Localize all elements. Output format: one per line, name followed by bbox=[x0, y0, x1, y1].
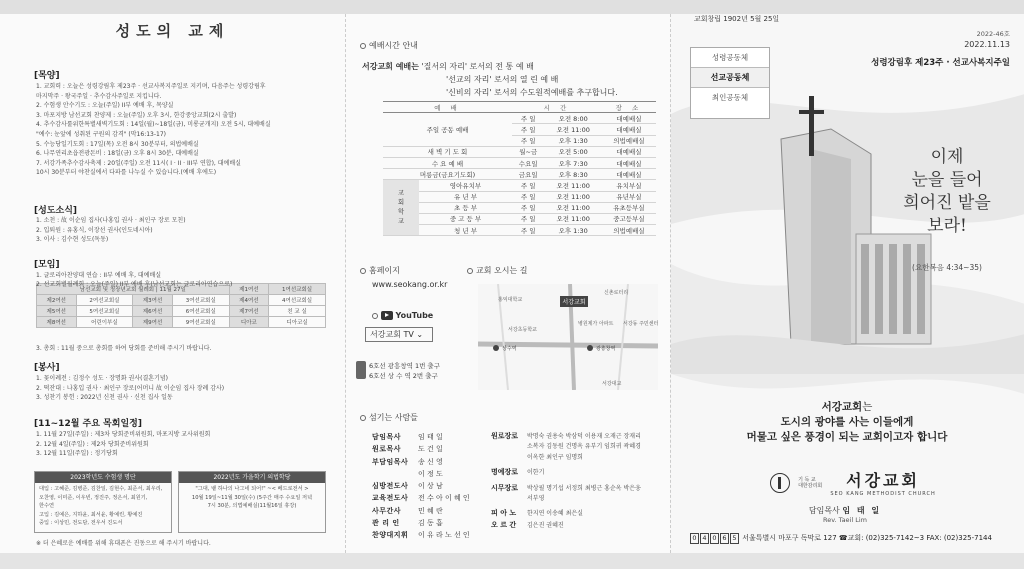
table-cell: 3여선교회실 bbox=[172, 295, 229, 306]
location-map bbox=[478, 284, 658, 390]
map-label: 홍익대학교 bbox=[498, 297, 523, 303]
box-line: 오찬영, 이미준, 이우빈, 정진주, 정은서, 최원기, bbox=[39, 494, 148, 501]
table-cell: 1여선교회실 bbox=[269, 284, 326, 295]
table-row: 초 등 부 주 일 오전 11:00 유초등부실 bbox=[383, 202, 656, 213]
table-row: 주 일 오전 11:00 대예배실 bbox=[383, 124, 656, 135]
sermon-theme: 이제 눈을 들어 희어진 밭을 보라! bbox=[903, 147, 991, 236]
box-title: 2023학년도 수험생 명단 bbox=[35, 472, 171, 483]
box-line: 중입 : 이상민, 전도담, 전우서 진도서 bbox=[39, 520, 123, 526]
bullet-icon bbox=[467, 268, 473, 274]
box-line: "그대, 뱉 하나의 나그네 되어!" ~< 베드로전서 > bbox=[195, 486, 309, 492]
list-item: 2. 입퇴원 : 유홍식, 이장선 권사(인도네시아) bbox=[36, 226, 153, 234]
study-class-box bbox=[178, 471, 326, 533]
list-item: 2. 선교회별월례회 : 오늘(주일) II부 예배 후(남선교회는 글로리아연습으로) bbox=[36, 281, 233, 288]
established-date: 교회창립 1902년 5월 25일 bbox=[694, 15, 780, 23]
church-tagline: 서강교회는 도시의 광야를 사는 이들에게 머물고 싶은 풍경이 되는 교회이고자 합니다 bbox=[746, 401, 948, 443]
table-row: 수 요 예 배 수요일 오후 7:30 대예배실 bbox=[383, 157, 656, 168]
list-item: 1. 교회력 : 오늘은 성령강림후 제23주 · 선교사복지주일로 지키며, 다음주는 성령강림후 bbox=[36, 83, 266, 90]
bullet-icon bbox=[360, 268, 366, 274]
church-address: 0 4 0 6 5 서울특별시 마포구 독막로 127 ☎교회: (02)325-7142~3 FAX: (02)325-7144 bbox=[690, 533, 992, 544]
table-row: 유 년 부 주 일 오전 11:00 유년부실 bbox=[383, 191, 656, 202]
list-item: 3. 마포지방 남선교회 찬양제 : 오늘(주일) 오후 3시, 한강중앙교회(2시 출발) bbox=[36, 111, 237, 119]
box-line: 7시 30분, 의법예배실(11월16일 휴강) bbox=[207, 503, 297, 509]
table-row bbox=[37, 295, 326, 306]
subway-info bbox=[356, 361, 440, 381]
saints-list bbox=[36, 216, 336, 245]
pastoral-list bbox=[36, 82, 336, 178]
bullet-icon bbox=[360, 415, 366, 421]
map-label: 상수역 bbox=[502, 346, 517, 352]
list-item: 1. 꽃이례전 : 김정수 성도 · 장명화 권사(결혼기념) bbox=[36, 375, 169, 382]
box-line: 10월 19일~11월 30일(수) (5주간 매주 수요일 저녁 bbox=[191, 494, 313, 501]
list-item: 관 리 인 김 동 흡 bbox=[372, 519, 443, 528]
table-cell: 제6여선 bbox=[133, 306, 173, 317]
youtube-label: YouTube bbox=[372, 311, 433, 320]
table-cell: 남선교회 및 청장년교회 월례회 | 11월 27일 bbox=[37, 284, 230, 295]
worship-intro-church: 서강교회 예배는 bbox=[362, 62, 419, 71]
school-label: 교회학교 bbox=[383, 180, 419, 236]
church-seal-icon bbox=[770, 473, 790, 493]
table-header: 예 배 시 간 장 소 bbox=[383, 102, 656, 113]
subway-icon bbox=[356, 361, 366, 379]
list-item: 이 정 도 bbox=[418, 469, 443, 478]
list-item: 피 아 노 한지연 이송혜 최은실 bbox=[491, 509, 583, 518]
table-cell: 2여선교회실 bbox=[76, 295, 133, 306]
table-cell: 어린이부실 bbox=[76, 317, 133, 328]
list-item: 2. 12월 4일(주일) : 제2차 당회준비위원회 bbox=[36, 440, 149, 448]
exam-students-box bbox=[34, 471, 172, 533]
church-name: 서강교회 bbox=[846, 471, 920, 490]
saints-label: [성도소식] bbox=[34, 206, 78, 216]
map-label: 광흥창역 bbox=[596, 346, 616, 352]
issue-number: 2022-46호 bbox=[976, 30, 1010, 38]
issue-date: 2022.11.13 bbox=[964, 40, 1010, 49]
list-item: 2. 수험생 안수기도 : 오늘(주일) II부 예배 후, 목양실 bbox=[36, 102, 174, 110]
table-row: 머릉금(금요기도회) 금요일 오후 8:30 대예배실 bbox=[383, 169, 656, 180]
pastoral-label: [목양] bbox=[34, 71, 60, 81]
schedule-list bbox=[36, 430, 336, 459]
list-item: 1. 소천 : 故 이순임 집사(나홍입 권사 · 최인구 장로 모친) bbox=[36, 217, 186, 224]
pastor-info: 담임목사 임 태 일 Rev. Taeil Lim bbox=[808, 506, 882, 524]
table-row bbox=[37, 317, 326, 328]
table-row bbox=[37, 306, 326, 317]
list-item: 심방전도사 이 상 남 bbox=[372, 482, 443, 491]
footnote: ※ 더 은혜로운 예배를 위해 휴대폰은 진동으로 해 주시기 바랍니다. bbox=[36, 540, 211, 547]
bottom-band bbox=[0, 553, 1024, 569]
box-line: 고입 : 김예은, 지하윤, 최서윤, 황예린, 황예진 bbox=[39, 511, 143, 518]
church-name-en: SEO KANG METHODIST CHURCH bbox=[830, 491, 936, 497]
map-label: 병원제가 아파트 bbox=[578, 321, 614, 327]
map-label: 신촌로터리 bbox=[604, 290, 629, 296]
list-item: 이옥한 최인구 임명희 bbox=[527, 453, 583, 461]
bullet-icon bbox=[360, 43, 366, 49]
table-row: 교회학교 영아유치부 주 일 오전 11:00 유치부실 bbox=[383, 180, 656, 191]
service-label: [봉사] bbox=[34, 363, 60, 373]
list-item: 서부영 bbox=[527, 495, 545, 503]
subway-line: 6호선 상 수 역 2번 출구 bbox=[369, 372, 438, 380]
map-label: 서강대교 bbox=[602, 381, 622, 387]
subway-line: 6호선 광흥창역 1번 출구 bbox=[369, 362, 440, 370]
list-item: 3. 12월 11일(주일) : 정기당회 bbox=[36, 450, 118, 458]
youtube-icon bbox=[381, 311, 393, 320]
table-cell: 제7여선 bbox=[229, 306, 269, 317]
list-item: 2. 떡잔대 : 나홍입 권사 · 최인구 장로(어머니 故 이순임 집사 장례 감사) bbox=[36, 384, 225, 392]
community-tabs bbox=[690, 47, 770, 119]
staff-heading: 섬기는 사람들 bbox=[360, 412, 418, 423]
fellowship-title: 성도의 교제 bbox=[115, 22, 230, 40]
table-cell: 디아코실 bbox=[269, 317, 326, 328]
liturgical-sunday: 성령강림후 제23주 · 선교사복지주일 bbox=[871, 58, 1010, 68]
table-cell: 제2여선 bbox=[37, 295, 77, 306]
list-item: 마지막주 · 왕국주일 · 추수감사주일로 지킵니다. bbox=[36, 92, 162, 100]
box-line: 대입 : 고혜준, 김병준, 김찬일, 김현수, 최준서, 최우리, bbox=[39, 486, 163, 492]
meetings-table bbox=[36, 283, 326, 328]
meetings-after bbox=[36, 344, 336, 354]
tab-mission[interactable]: 선교공동체 bbox=[691, 68, 769, 88]
scripture-verse: (요한복음 4:34~35) bbox=[912, 263, 982, 272]
staff-list-right bbox=[491, 431, 641, 531]
table-cell: 4여선교회실 bbox=[269, 295, 326, 306]
table-cell: 제8여선 bbox=[37, 317, 77, 328]
worship-schedule-table bbox=[383, 101, 656, 236]
map-label: 서강초등학교 bbox=[508, 327, 537, 333]
homepage-heading: 홈페이지 bbox=[360, 265, 400, 276]
list-item: 1. 글로리아찬양대 연습 : II부 예배 후, 대예배실 bbox=[36, 272, 162, 279]
list-item: 4. 추수감사룰위한특별새벽기도회 : 14일(월)~18일(금), 미롱균개지) 오전 5시, 대예배실 bbox=[36, 121, 271, 129]
cross-icon bbox=[809, 96, 814, 156]
tab-third[interactable]: 최인공동체 bbox=[711, 93, 749, 102]
staff-list-left bbox=[372, 431, 470, 542]
table-cell: 9여선교회실 bbox=[172, 317, 229, 328]
youtube-channel-button[interactable]: 서강교회 TV ⌄ bbox=[365, 327, 433, 342]
top-band bbox=[0, 0, 1024, 14]
box-title: 2022년도 가을학기 의법학당 bbox=[179, 472, 325, 483]
box-line: 한수연 bbox=[39, 503, 55, 509]
table-cell: 제1여선 bbox=[229, 284, 269, 295]
list-item: 10시 30분부터 야찬실에서 다파를 나누실 수 있습니다.(예배 후에도) bbox=[36, 169, 217, 177]
list-item: 담임목사 임 태 일 bbox=[372, 433, 443, 441]
list-item: 6. 나무연리초읍전광돈비 : 18일(금) 오후 8시 30분, 대예배실 bbox=[36, 150, 199, 158]
table-cell: 제5여선 bbox=[37, 306, 77, 317]
map-label: 서강교회 bbox=[562, 299, 586, 306]
table-cell: 5여선교회실 bbox=[76, 306, 133, 317]
list-item: 교육전도사 전 수 아 이 혜 인 bbox=[372, 494, 470, 503]
map-label: 서강동 주민센터 bbox=[623, 321, 658, 327]
list-item: 3. 총회 : 11월 중으로 총회를 하여 당회를 준비해 주시기 바랍니다. bbox=[36, 345, 212, 352]
list-item: 부담임목사 송 신 영 bbox=[372, 457, 443, 466]
worship-heading: 예배시간 안내 bbox=[360, 40, 418, 51]
table-cell: 6여선교회실 bbox=[172, 306, 229, 317]
table-row: 중 고 등 부 주 일 오전 11:00 중고등부실 bbox=[383, 213, 656, 224]
table-row: 주일 공동 예배 주 일 오전 8:00 대예배실 bbox=[383, 113, 656, 124]
table-cell: 제3여선 bbox=[133, 295, 173, 306]
list-item: 원로장로 박명숙 권용숙 박삼덕 이용재 오재근 장재리 bbox=[491, 432, 641, 440]
list-item: "예수: 눈앞에 성취된 구원의 감격" (막16:13-17) bbox=[36, 130, 166, 138]
worship-intro: 서강교회 예배는 '질서의 자리' 로서의 전 통 예 배 '선교의 자리' 로서의 열 린 예 배 '신비의 자리' 로서의 수도원적예배를 추구합니다. bbox=[362, 62, 618, 97]
list-item: 7. 서강가족추수감사축제 : 20일(주일) 오전 11시( I · II · III부 연합), 대예배실 bbox=[36, 159, 241, 167]
table-cell: 친 교 실 bbox=[269, 306, 326, 317]
list-item: 5. 수능당일기도회 : 17일(목) 오전 8시 30분부터, 의법예배실 bbox=[36, 140, 199, 148]
list-item: 1. 11월 27일(주일) : 제3차 당회준비위원회, 마포지방 교사위원회 bbox=[36, 431, 211, 438]
list-item: 시무장로 박상필 명기섭 서정희 최병근 홍순옥 박은웅 bbox=[491, 483, 641, 492]
schedule-label: [11~12월 주요 목회일정] bbox=[34, 419, 142, 429]
meetings-label: [모임] bbox=[34, 260, 60, 270]
homepage-link[interactable]: www.seokang.or.kr bbox=[372, 280, 448, 289]
list-item: 3. 성찬기 봉헌 : 2022년 신천 권사 · 신천 집사 일동 bbox=[36, 394, 173, 402]
list-item: 소복자 김동원 건명옥 유부기 임희귀 곽혜경 bbox=[527, 443, 641, 451]
list-item: 원로목사 도 건 일 bbox=[372, 445, 443, 454]
list-item: 명예장로 이한기 bbox=[491, 468, 545, 477]
table-cell: 디아코 bbox=[229, 317, 269, 328]
directions-heading: 교회 오시는 길 bbox=[467, 265, 527, 276]
tab-spirit[interactable]: 성령공동체 bbox=[691, 48, 769, 68]
table-row: 새 벽 기 도 회 월~금 오전 5:00 대예배실 bbox=[383, 146, 656, 157]
meetings-list-2 bbox=[36, 280, 336, 290]
list-item: 사무간사 민 혜 란 bbox=[372, 506, 443, 515]
service-list bbox=[36, 374, 336, 403]
list-item: 오 르 간 김은진 권혜진 bbox=[491, 520, 564, 529]
table-row: 주 일 오후 1:30 의법예배실 bbox=[383, 135, 656, 146]
list-item: 3. 이사 : 김수현 성도(독동) bbox=[36, 236, 109, 244]
table-cell: 제9여선 bbox=[133, 317, 173, 328]
table-row: 청 년 부 주 일 오후 1:30 의법예배실 bbox=[383, 225, 656, 236]
zip-code: 0 4 0 6 5 bbox=[690, 534, 742, 542]
table-cell: 제4여선 bbox=[229, 295, 269, 306]
church-logo: 기 독 교 대한감리회 서강교회 SEO KANG METHODIST CHURCH bbox=[770, 468, 936, 497]
list-item: 찬양대지휘 이 유 라 노 선 인 bbox=[372, 531, 470, 540]
